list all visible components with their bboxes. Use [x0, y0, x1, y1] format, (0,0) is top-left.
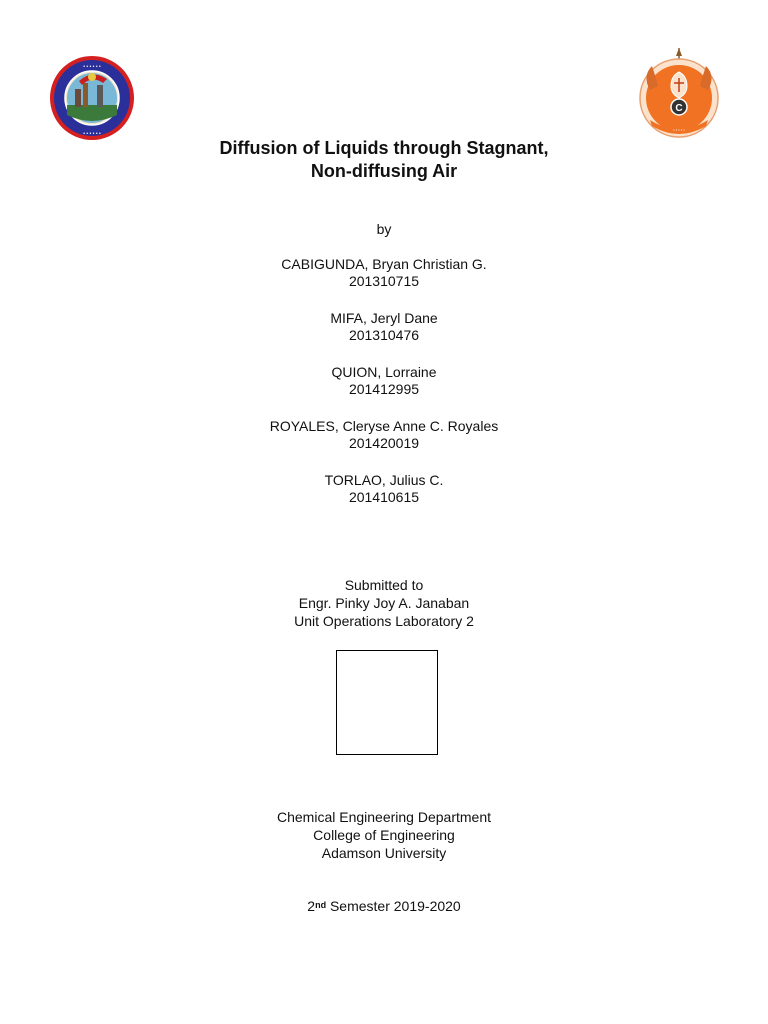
svg-text:• • • • • •: • • • • • •: [83, 131, 101, 137]
semester-ordinal-suffix: nd: [315, 900, 327, 910]
author-list: [0, 256, 768, 526]
author-entry: [0, 472, 768, 526]
department-name: Chemical Engineering Department: [277, 809, 491, 825]
engineering-seal-icon: [636, 46, 722, 138]
instructor-name: Engr. Pinky Joy A. Janaban: [298, 595, 470, 611]
photo-placeholder-box: [336, 650, 438, 755]
semester-line: [0, 897, 768, 915]
author-name: CABIGUNDA, Bryan Christian G.: [281, 256, 487, 272]
title-line-2: Non-diffusing Air: [310, 161, 458, 181]
semester-number: 2: [307, 898, 316, 914]
author-entry: [0, 418, 768, 472]
author-id: 201420019: [348, 435, 420, 451]
title-line-1: Diffusion of Liquids through Stagnant,: [219, 138, 549, 158]
college-name: College of Engineering: [313, 827, 455, 843]
author-name: TORLAO, Julius C.: [324, 472, 444, 488]
svg-text:• • • • •: • • • • •: [673, 127, 685, 132]
document-title: [0, 137, 768, 183]
by-label: by: [376, 221, 392, 237]
chemical-engineering-seal-icon: [49, 55, 135, 141]
author-entry: [0, 364, 768, 418]
author-name: QUION, Lorraine: [331, 364, 437, 380]
submitted-to-label: Submitted to: [344, 577, 424, 593]
author-id: 201410615: [348, 489, 420, 505]
author-entry: [0, 310, 768, 364]
svg-text:• • • • • •: • • • • • •: [83, 64, 101, 70]
author-name: ROYALES, Cleryse Anne C. Royales: [269, 418, 499, 434]
svg-text:C: C: [675, 103, 683, 114]
submission-block: [0, 576, 768, 630]
author-id: 201310715: [348, 273, 420, 289]
author-id: 201412995: [348, 381, 420, 397]
author-name: MIFA, Jeryl Dane: [330, 310, 438, 326]
institution-block: [0, 808, 768, 862]
author-entry: [0, 256, 768, 310]
course-name: Unit Operations Laboratory 2: [294, 613, 474, 629]
semester-text: Semester 2019-2020: [326, 898, 461, 914]
university-name: Adamson University: [321, 845, 447, 861]
author-id: 201310476: [348, 327, 420, 343]
